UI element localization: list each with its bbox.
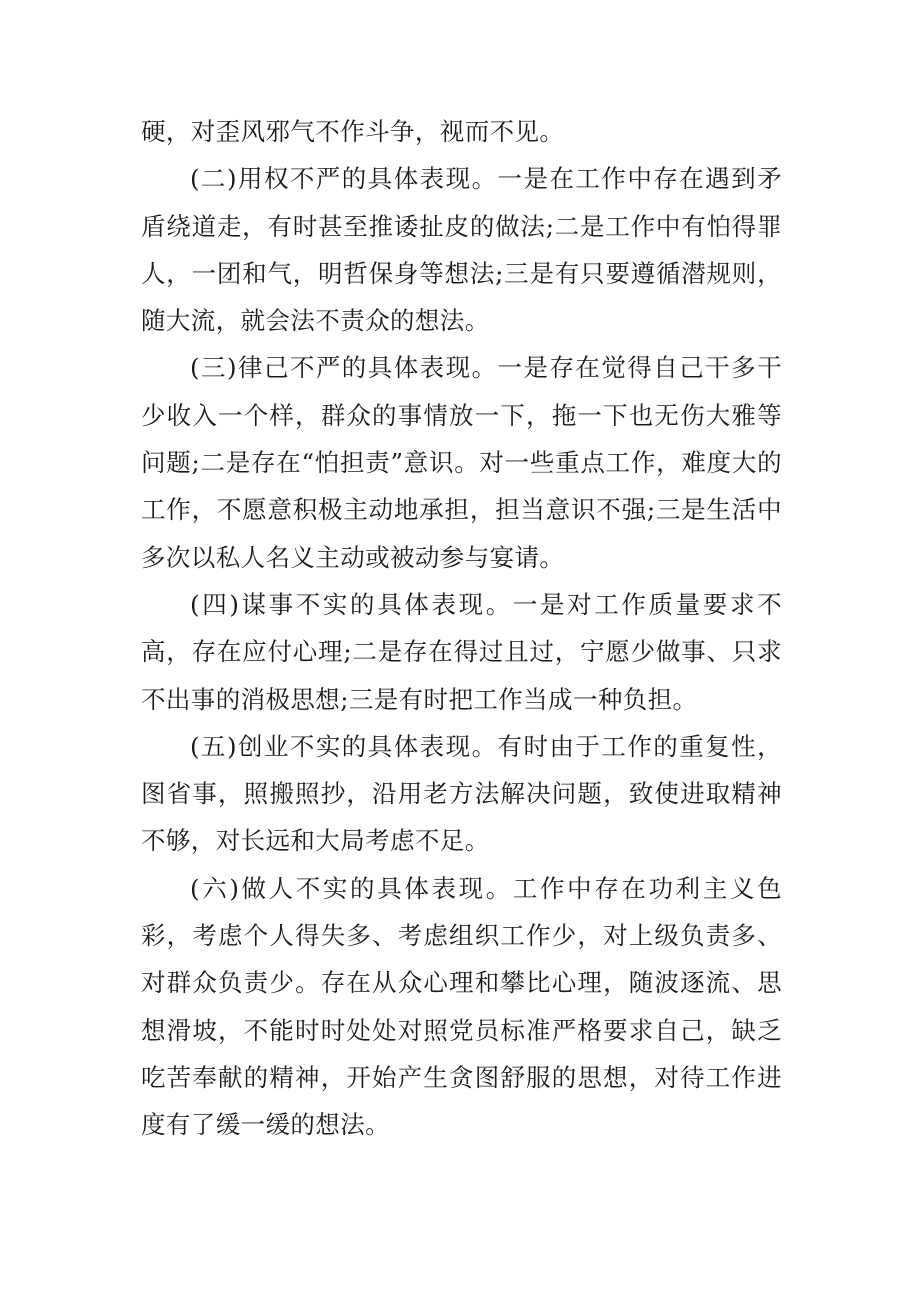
- paragraph-continuation: 硬，对歪风邪气不作斗争，视而不见。: [141, 117, 565, 146]
- paragraph-section-3: (三)律己不严的具体表现。一是存在觉得自己干多干少收入一个样，群众的事情放一下，拖一下也无伤大雅等问题;二是存在“怕担责”意识。对一些重点工作，难度大的工作，不愿意积极主动地承担，担当意识不强;三是生活中多次以私人名义主动或被动参与宴请。: [141, 353, 782, 572]
- paragraph-section-6: (六)做人不实的具体表现。工作中存在功利主义色彩，考虑个人得失多、考虑组织工作少，对上级负责多、对群众负责少。存在从众心理和攀比心理，随波逐流、思想滑坡，不能时时处处对照党员标准严格要求自己，缺乏吃苦奉献的精神，开始产生贪图舒服的思想，对待工作进度有了缓一缓的想法。: [141, 873, 782, 1140]
- paragraph-section-2: (二)用权不严的具体表现。一是在工作中存在遇到矛盾绕道走，有时甚至推诿扯皮的做法;二是工作中有怕得罪人，一团和气，明哲保身等想法;三是有只要遵循潜规则，随大流，就会法不责众的想法。: [141, 164, 782, 336]
- document-body: [141, 108, 782, 1149]
- paragraph-section-5: (五)创业不实的具体表现。有时由于工作的重复性，图省事，照搬照抄，沿用老方法解决问题，致使进取精神不够，对长远和大局考虑不足。: [141, 731, 782, 856]
- paragraph-section-4: (四)谋事不实的具体表现。一是对工作质量要求不高，存在应付心理;二是存在得过且过，宁愿少做事、只求不出事的消极思想;三是有时把工作当成一种负担。: [141, 589, 782, 714]
